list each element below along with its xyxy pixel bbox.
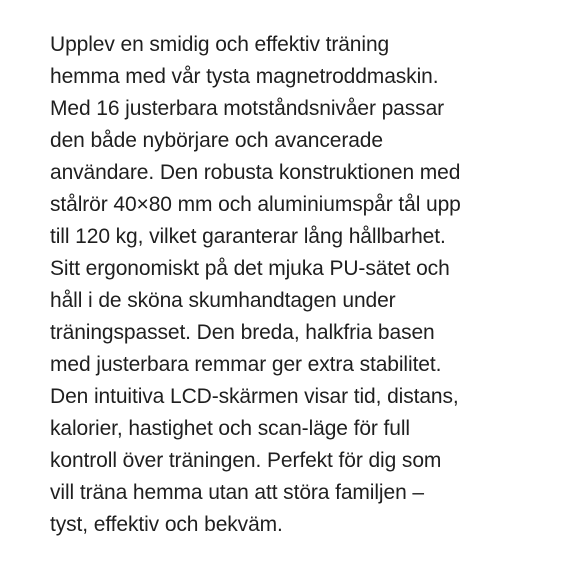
description-line: kalorier, hastighet och scan-läge för full bbox=[50, 417, 410, 440]
product-description bbox=[50, 29, 550, 541]
description-line: till 120 kg, vilket garanterar lång hållbarhet. bbox=[50, 225, 446, 248]
description-line: håll i de sköna skumhandtagen under bbox=[50, 289, 396, 312]
description-line: Sitt ergonomiskt på det mjuka PU-sätet och bbox=[50, 257, 450, 280]
description-line: Med 16 justerbara motståndsnivåer passar bbox=[50, 97, 445, 120]
description-line: Den intuitiva LCD-skärmen visar tid, distans, bbox=[50, 385, 459, 408]
description-line: vill träna hemma utan att störa familjen – bbox=[50, 481, 424, 504]
description-line: stålrör 40×80 mm och aluminiumspår tål upp bbox=[50, 193, 461, 216]
description-line: hemma med vår tysta magnetroddmaskin. bbox=[50, 65, 439, 88]
description-line: kontroll över träningen. Perfekt för dig som bbox=[50, 449, 442, 472]
description-line: Upplev en smidig och effektiv träning bbox=[50, 33, 390, 56]
description-line: användare. Den robusta konstruktionen med bbox=[50, 161, 461, 184]
description-line: den både nybörjare och avancerade bbox=[50, 129, 383, 152]
description-line: träningspasset. Den breda, halkfria basen bbox=[50, 321, 435, 344]
description-line: med justerbara remmar ger extra stabilitet. bbox=[50, 353, 442, 376]
description-line: tyst, effektiv och bekväm. bbox=[50, 513, 283, 536]
